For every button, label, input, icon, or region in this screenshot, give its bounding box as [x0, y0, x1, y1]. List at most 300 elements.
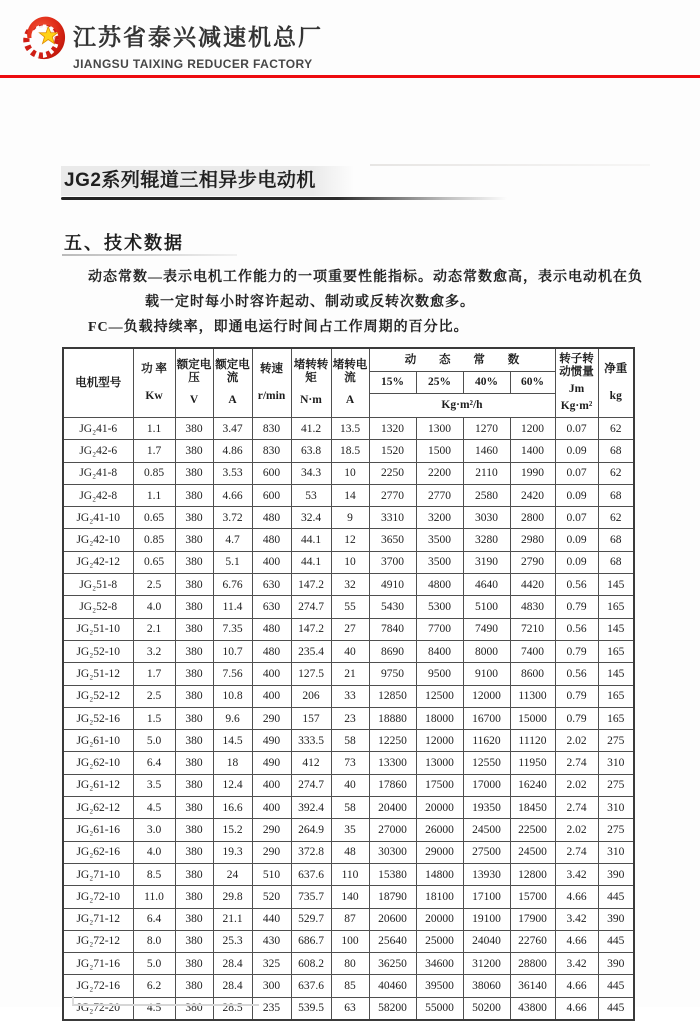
value-cell: 8600 — [510, 663, 555, 685]
table-row — [63, 663, 634, 685]
value-cell: 63.8 — [291, 440, 331, 462]
table-row — [63, 685, 634, 707]
value-cell: 539.5 — [291, 997, 331, 1020]
model-cell: JG₂51-10 — [63, 618, 133, 640]
value-cell: 18880 — [369, 707, 416, 729]
model-cell: JG₂72-10 — [63, 886, 133, 908]
table-row — [63, 975, 634, 997]
value-cell: 80 — [331, 953, 369, 975]
value-cell: 2250 — [369, 462, 416, 484]
value-cell: 0.65 — [133, 507, 175, 529]
value-cell: 310 — [598, 841, 634, 863]
value-cell: 40460 — [369, 975, 416, 997]
value-cell: 58200 — [369, 997, 416, 1020]
value-cell: 12250 — [369, 730, 416, 752]
scan-artifact — [370, 164, 650, 166]
model-cell: JG₂52-10 — [63, 640, 133, 662]
value-cell: 1.1 — [133, 484, 175, 506]
value-cell: 11950 — [510, 752, 555, 774]
value-cell: 9750 — [369, 663, 416, 685]
value-cell: 0.56 — [555, 663, 598, 685]
value-cell: 6.4 — [133, 908, 175, 930]
value-cell: 100 — [331, 930, 369, 952]
section-title: 五、技术数据 — [64, 233, 184, 253]
value-cell: 110 — [331, 863, 369, 885]
value-cell: 1.5 — [133, 707, 175, 729]
value-cell: 18.5 — [331, 440, 369, 462]
value-cell: 600 — [252, 462, 291, 484]
value-cell: 2.1 — [133, 618, 175, 640]
intro-line-2: 载一定时每小时容许起动、制动或反转次数愈多。 — [145, 295, 475, 310]
value-cell: 13930 — [463, 863, 510, 885]
table-row — [63, 574, 634, 596]
model-cell: JG₂41-8 — [63, 462, 133, 484]
model-cell: JG₂71-12 — [63, 908, 133, 930]
value-cell: 1200 — [510, 418, 555, 440]
value-cell: 41.2 — [291, 418, 331, 440]
table-row — [63, 774, 634, 796]
value-cell: 0.07 — [555, 462, 598, 484]
value-cell: 480 — [252, 640, 291, 662]
value-cell: 68 — [598, 529, 634, 551]
value-cell: 3.42 — [555, 953, 598, 975]
value-cell: 10.8 — [213, 685, 252, 707]
value-cell: 145 — [598, 618, 634, 640]
value-cell: 12800 — [510, 863, 555, 885]
value-cell: 34.3 — [291, 462, 331, 484]
value-cell: 127.5 — [291, 663, 331, 685]
value-cell: 15000 — [510, 707, 555, 729]
value-cell: 4800 — [416, 574, 463, 596]
value-cell: 6.2 — [133, 975, 175, 997]
value-cell: 22500 — [510, 819, 555, 841]
value-cell: 290 — [252, 819, 291, 841]
intro-paragraph — [88, 265, 648, 340]
value-cell: 1270 — [463, 418, 510, 440]
value-cell: 686.7 — [291, 930, 331, 952]
dynamic-constant-unit: Kg·m²/h — [369, 394, 555, 418]
col-header-weight: 净重 kg — [598, 348, 634, 418]
value-cell: 5100 — [463, 596, 510, 618]
value-cell: 0.79 — [555, 685, 598, 707]
value-cell: 445 — [598, 930, 634, 952]
value-cell: 0.79 — [555, 596, 598, 618]
value-cell: 62 — [598, 507, 634, 529]
value-cell: 17900 — [510, 908, 555, 930]
value-cell: 55 — [331, 596, 369, 618]
col-header-torque: 堵转转矩 N·m — [291, 348, 331, 418]
value-cell: 12000 — [416, 730, 463, 752]
value-cell: 275 — [598, 774, 634, 796]
value-cell: 8.5 — [133, 863, 175, 885]
value-cell: 380 — [175, 618, 213, 640]
value-cell: 32.4 — [291, 507, 331, 529]
value-cell: 165 — [598, 596, 634, 618]
col-header-duty-40: 40% — [463, 372, 510, 394]
value-cell: 11.0 — [133, 886, 175, 908]
value-cell: 380 — [175, 640, 213, 662]
model-cell: JG₂61-16 — [63, 819, 133, 841]
value-cell: 7.56 — [213, 663, 252, 685]
value-cell: 16240 — [510, 774, 555, 796]
value-cell: 29.8 — [213, 886, 252, 908]
value-cell: 390 — [598, 908, 634, 930]
table-body — [63, 418, 634, 1021]
value-cell: 53 — [291, 484, 331, 506]
value-cell: 3500 — [416, 529, 463, 551]
model-cell: JG₂42-8 — [63, 484, 133, 506]
model-cell: JG₂61-10 — [63, 730, 133, 752]
value-cell: 480 — [252, 529, 291, 551]
value-cell: 380 — [175, 797, 213, 819]
value-cell: 3280 — [463, 529, 510, 551]
value-cell: 68 — [598, 551, 634, 573]
value-cell: 19.3 — [213, 841, 252, 863]
value-cell: 380 — [175, 529, 213, 551]
value-cell: 630 — [252, 596, 291, 618]
value-cell: 13.5 — [331, 418, 369, 440]
table-row — [63, 797, 634, 819]
value-cell: 21.1 — [213, 908, 252, 930]
col-header-duty-60: 60% — [510, 372, 555, 394]
value-cell: 380 — [175, 574, 213, 596]
value-cell: 7840 — [369, 618, 416, 640]
value-cell: 380 — [175, 418, 213, 440]
model-cell: JG₂42-10 — [63, 529, 133, 551]
value-cell: 30300 — [369, 841, 416, 863]
value-cell: 310 — [598, 797, 634, 819]
value-cell: 3310 — [369, 507, 416, 529]
value-cell: 2.02 — [555, 774, 598, 796]
value-cell: 0.56 — [555, 618, 598, 640]
col-header-speed: 转速 r/min — [252, 348, 291, 418]
value-cell: 1520 — [369, 440, 416, 462]
value-cell: 380 — [175, 908, 213, 930]
value-cell: 275 — [598, 730, 634, 752]
value-cell: 20000 — [416, 797, 463, 819]
value-cell: 165 — [598, 685, 634, 707]
value-cell: 20600 — [369, 908, 416, 930]
value-cell: 27500 — [463, 841, 510, 863]
value-cell: 0.85 — [133, 529, 175, 551]
value-cell: 3.42 — [555, 908, 598, 930]
value-cell: 380 — [175, 886, 213, 908]
model-cell: JG₂62-12 — [63, 797, 133, 819]
value-cell: 4.66 — [555, 886, 598, 908]
value-cell: 630 — [252, 574, 291, 596]
model-cell: JG₂52-16 — [63, 707, 133, 729]
col-header-inertia: 转子转动惯量 Jm Kg·m² — [555, 348, 598, 418]
value-cell: 17500 — [416, 774, 463, 796]
value-cell: 830 — [252, 440, 291, 462]
model-cell: JG₂71-16 — [63, 953, 133, 975]
value-cell: 1.7 — [133, 440, 175, 462]
value-cell: 68 — [598, 484, 634, 506]
value-cell: 2.5 — [133, 685, 175, 707]
col-header-voltage: 额定电压 V — [175, 348, 213, 418]
table-row — [63, 596, 634, 618]
value-cell: 2.74 — [555, 841, 598, 863]
value-cell: 7400 — [510, 640, 555, 662]
value-cell: 235 — [252, 997, 291, 1020]
value-cell: 12850 — [369, 685, 416, 707]
value-cell: 2800 — [510, 507, 555, 529]
value-cell: 68 — [598, 440, 634, 462]
value-cell: 140 — [331, 886, 369, 908]
value-cell: 40 — [331, 774, 369, 796]
value-cell: 7.35 — [213, 618, 252, 640]
value-cell: 0.65 — [133, 551, 175, 573]
value-cell: 380 — [175, 440, 213, 462]
value-cell: 157 — [291, 707, 331, 729]
value-cell: 1400 — [510, 440, 555, 462]
col-header-current: 额定电流 A — [213, 348, 252, 418]
value-cell: 4830 — [510, 596, 555, 618]
value-cell: 325 — [252, 953, 291, 975]
value-cell: 4.5 — [133, 797, 175, 819]
value-cell: 7700 — [416, 618, 463, 640]
value-cell: 372.8 — [291, 841, 331, 863]
value-cell: 17100 — [463, 886, 510, 908]
value-cell: 27 — [331, 618, 369, 640]
value-cell: 87 — [331, 908, 369, 930]
value-cell: 7490 — [463, 618, 510, 640]
model-cell: JG₂72-16 — [63, 975, 133, 997]
col-header-power: 功 率 Kw — [133, 348, 175, 418]
value-cell: 16700 — [463, 707, 510, 729]
value-cell: 8.0 — [133, 930, 175, 952]
value-cell: 3200 — [416, 507, 463, 529]
model-cell: JG₂72-12 — [63, 930, 133, 952]
table-row — [63, 484, 634, 506]
value-cell: 264.9 — [291, 819, 331, 841]
value-cell: 24 — [213, 863, 252, 885]
value-cell: 25.3 — [213, 930, 252, 952]
value-cell: 21 — [331, 663, 369, 685]
value-cell: 22760 — [510, 930, 555, 952]
value-cell: 73 — [331, 752, 369, 774]
table-row — [63, 908, 634, 930]
value-cell: 2200 — [416, 462, 463, 484]
value-cell: 34600 — [416, 953, 463, 975]
value-cell: 33 — [331, 685, 369, 707]
company-name-en: JIANGSU TAIXING REDUCER FACTORY — [73, 57, 313, 71]
value-cell: 380 — [175, 863, 213, 885]
value-cell: 206 — [291, 685, 331, 707]
value-cell: 58 — [331, 797, 369, 819]
value-cell: 35 — [331, 819, 369, 841]
value-cell: 380 — [175, 507, 213, 529]
value-cell: 12550 — [463, 752, 510, 774]
model-cell: JG₂72-20 — [63, 997, 133, 1020]
value-cell: 390 — [598, 953, 634, 975]
value-cell: 25640 — [369, 930, 416, 952]
value-cell: 2.02 — [555, 819, 598, 841]
value-cell: 4420 — [510, 574, 555, 596]
value-cell: 10 — [331, 462, 369, 484]
value-cell: 735.7 — [291, 886, 331, 908]
table-row — [63, 618, 634, 640]
value-cell: 62 — [598, 462, 634, 484]
value-cell: 1.1 — [133, 418, 175, 440]
value-cell: 290 — [252, 707, 291, 729]
value-cell: 830 — [252, 418, 291, 440]
table-row — [63, 462, 634, 484]
col-header-dynamic-constant: 动 态 常 数 — [369, 348, 555, 372]
value-cell: 18 — [213, 752, 252, 774]
value-cell: 390 — [598, 863, 634, 885]
company-name-cn: 江苏省泰兴减速机总厂 — [73, 24, 323, 50]
value-cell: 5.0 — [133, 730, 175, 752]
table-row — [63, 707, 634, 729]
model-cell: JG₂61-12 — [63, 774, 133, 796]
value-cell: 4.66 — [555, 997, 598, 1020]
value-cell: 412 — [291, 752, 331, 774]
technical-data-table — [62, 347, 635, 1021]
value-cell: 58 — [331, 730, 369, 752]
value-cell: 300 — [252, 975, 291, 997]
value-cell: 8400 — [416, 640, 463, 662]
value-cell: 24500 — [510, 841, 555, 863]
value-cell: 7210 — [510, 618, 555, 640]
series-title: JG2系列辊道三相异步电动机 — [61, 166, 354, 196]
model-cell: JG₂62-10 — [63, 752, 133, 774]
value-cell: 480 — [252, 618, 291, 640]
col-header-locked-current: 堵转电流 A — [331, 348, 369, 418]
value-cell: 145 — [598, 663, 634, 685]
value-cell: 9100 — [463, 663, 510, 685]
value-cell: 380 — [175, 975, 213, 997]
value-cell: 147.2 — [291, 618, 331, 640]
value-cell: 380 — [175, 997, 213, 1020]
value-cell: 510 — [252, 863, 291, 885]
value-cell: 380 — [175, 484, 213, 506]
intro-line-3: FC—负载持续率，即通电运行时间占工作周期的百分比。 — [88, 320, 469, 335]
value-cell: 274.7 — [291, 774, 331, 796]
value-cell: 2580 — [463, 484, 510, 506]
header-rule — [0, 75, 700, 78]
value-cell: 20400 — [369, 797, 416, 819]
value-cell: 2.74 — [555, 752, 598, 774]
model-cell: JG₂42-6 — [63, 440, 133, 462]
value-cell: 4.0 — [133, 841, 175, 863]
value-cell: 10 — [331, 551, 369, 573]
value-cell: 400 — [252, 663, 291, 685]
value-cell: 9.6 — [213, 707, 252, 729]
model-cell: JG₂41-10 — [63, 507, 133, 529]
value-cell: 36250 — [369, 953, 416, 975]
value-cell: 310 — [598, 752, 634, 774]
value-cell: 6.76 — [213, 574, 252, 596]
value-cell: 1.7 — [133, 663, 175, 685]
value-cell: 5.0 — [133, 953, 175, 975]
value-cell: 13000 — [416, 752, 463, 774]
value-cell: 380 — [175, 685, 213, 707]
value-cell: 25000 — [416, 930, 463, 952]
scan-artifact-partial-box — [72, 996, 259, 1006]
value-cell: 380 — [175, 953, 213, 975]
value-cell: 11620 — [463, 730, 510, 752]
value-cell: 2770 — [416, 484, 463, 506]
value-cell: 3.5 — [133, 774, 175, 796]
value-cell: 380 — [175, 930, 213, 952]
value-cell: 637.6 — [291, 975, 331, 997]
value-cell: 2790 — [510, 551, 555, 573]
col-header-model: 电机型号 — [63, 348, 133, 418]
value-cell: 2110 — [463, 462, 510, 484]
value-cell: 28.4 — [213, 975, 252, 997]
value-cell: 147.2 — [291, 574, 331, 596]
value-cell: 3030 — [463, 507, 510, 529]
value-cell: 608.2 — [291, 953, 331, 975]
value-cell: 12000 — [463, 685, 510, 707]
value-cell: 0.56 — [555, 574, 598, 596]
value-cell: 0.07 — [555, 418, 598, 440]
value-cell: 24500 — [463, 819, 510, 841]
value-cell: 2770 — [369, 484, 416, 506]
col-header-duty-15: 15% — [369, 372, 416, 394]
value-cell: 8000 — [463, 640, 510, 662]
value-cell: 520 — [252, 886, 291, 908]
series-title-underline — [61, 197, 507, 200]
value-cell: 11300 — [510, 685, 555, 707]
value-cell: 1990 — [510, 462, 555, 484]
value-cell: 165 — [598, 640, 634, 662]
value-cell: 31200 — [463, 953, 510, 975]
value-cell: 4.86 — [213, 440, 252, 462]
value-cell: 380 — [175, 663, 213, 685]
model-cell: JG₂51-12 — [63, 663, 133, 685]
value-cell: 290 — [252, 841, 291, 863]
value-cell: 2980 — [510, 529, 555, 551]
value-cell: 1500 — [416, 440, 463, 462]
value-cell: 39500 — [416, 975, 463, 997]
value-cell: 9 — [331, 507, 369, 529]
value-cell: 15380 — [369, 863, 416, 885]
value-cell: 15.2 — [213, 819, 252, 841]
value-cell: 4.0 — [133, 596, 175, 618]
value-cell: 380 — [175, 596, 213, 618]
table-row — [63, 930, 634, 952]
value-cell: 4.7 — [213, 529, 252, 551]
value-cell: 19100 — [463, 908, 510, 930]
value-cell: 14.5 — [213, 730, 252, 752]
value-cell: 62 — [598, 418, 634, 440]
value-cell: 5300 — [416, 596, 463, 618]
value-cell: 380 — [175, 819, 213, 841]
value-cell: 48 — [331, 841, 369, 863]
value-cell: 28.5 — [213, 997, 252, 1020]
value-cell: 430 — [252, 930, 291, 952]
value-cell: 380 — [175, 551, 213, 573]
value-cell: 4.66 — [555, 975, 598, 997]
table-row — [63, 551, 634, 573]
value-cell: 27000 — [369, 819, 416, 841]
value-cell: 2420 — [510, 484, 555, 506]
value-cell: 0.79 — [555, 640, 598, 662]
value-cell: 3500 — [416, 551, 463, 573]
value-cell: 14800 — [416, 863, 463, 885]
value-cell: 445 — [598, 997, 634, 1020]
value-cell: 55000 — [416, 997, 463, 1020]
value-cell: 2.5 — [133, 574, 175, 596]
value-cell: 380 — [175, 730, 213, 752]
value-cell: 32 — [331, 574, 369, 596]
value-cell: 20000 — [416, 908, 463, 930]
value-cell: 0.09 — [555, 529, 598, 551]
factory-logo gear-star-emblem-icon — [18, 11, 70, 67]
value-cell: 4640 — [463, 574, 510, 596]
